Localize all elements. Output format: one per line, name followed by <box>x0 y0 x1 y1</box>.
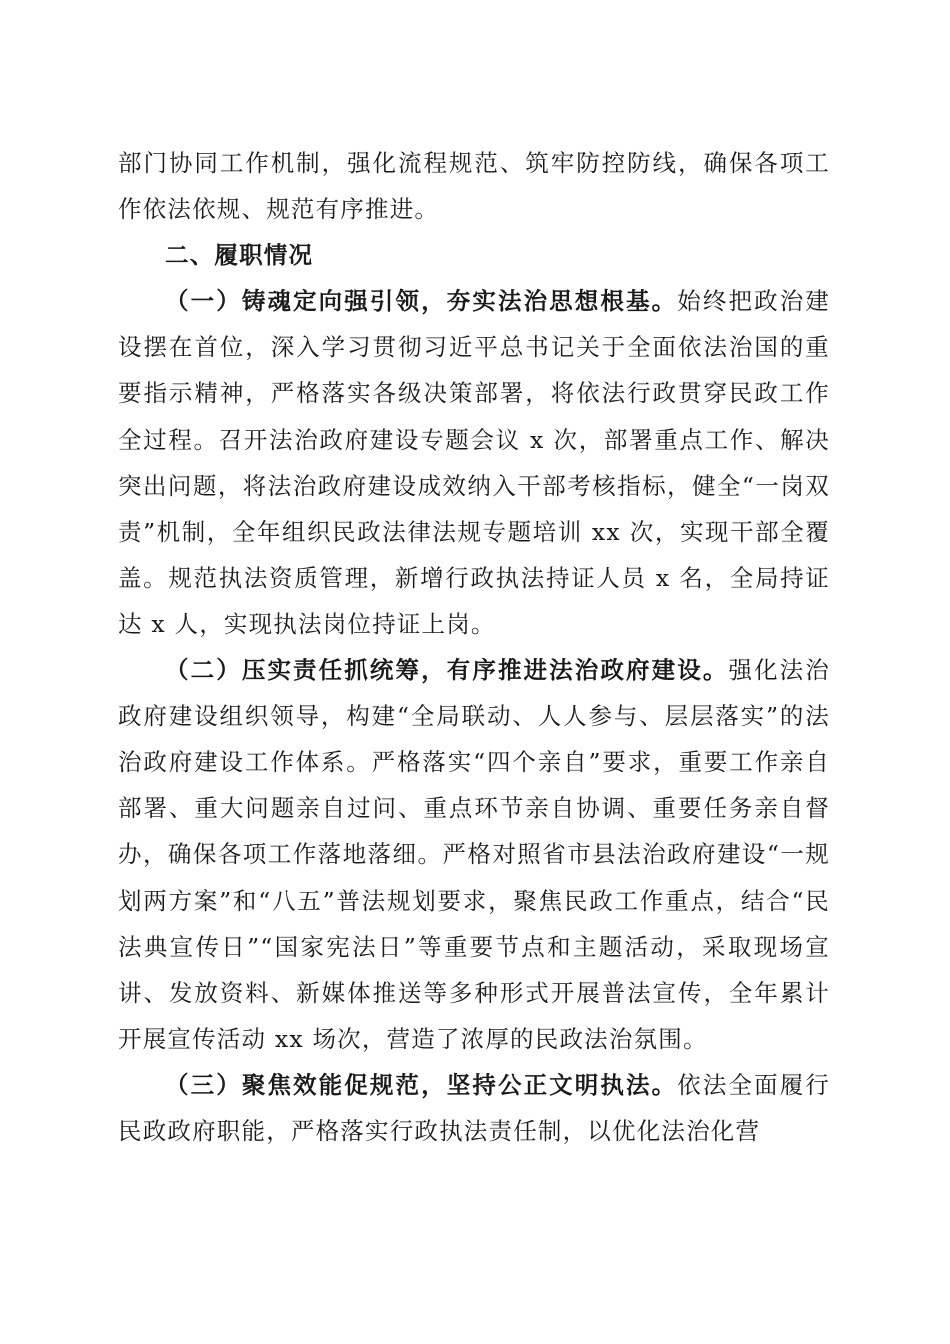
section-lead-1: （一）铸魂定向强引领，夯实法治思想根基。 <box>165 287 678 316</box>
section-lead-2: （二）压实责任抓统筹，有序推进法治政府建设。 <box>165 656 729 685</box>
section-paragraph-2 <box>118 647 830 1062</box>
document-body <box>118 140 830 1154</box>
section-body-1: 始终把政治建设摆在首位，深入学习贯彻习近平总书记关于全面依法治国的重要指示精神，严格落实各级决策部署，将依法行政贯穿民政工作全过程。召开法治政府建设专题会议 x 次，部署重点工作、解决突出问题，将法治政府建设成效纳入干部考核指标，健全“一岗双责”机制，全年组织民政法律法规专题培训 xx 次，实现干部全覆盖。规范执法资质管理，新增行政执法持证人员 x 名，全局持证达 x 人，实现执法岗位持证上岗。 <box>118 287 831 638</box>
section-paragraph-1 <box>118 278 830 647</box>
section-paragraph-3 <box>118 1062 830 1154</box>
intro-paragraph: 部门协同工作机制，强化流程规范、筑牢防控防线，确保各项工作依法依规、规范有序推进。 <box>118 149 830 224</box>
section-body-2: 强化法治政府建设组织领导，构建“全局联动、人人参与、层层落实”的法治政府建设工作体系。严格落实“四个亲自”要求，重要工作亲自部署、重大问题亲自过问、重点环节亲自协调、重要任务亲自督办，确保各项工作落地落细。严格对照省市县法治政府建设“一规划两方案”和“八五”普法规划要求，聚焦民政工作重点，结合“民法典宣传日”“国家宪法日”等重要节点和主题活动，采取现场宣讲、发放资料、新媒体推送等多种形式开展普法宣传，全年累计开展宣传活动 xx 场次，营造了浓厚的民政法治氛围。 <box>118 656 830 1053</box>
section-heading: 二、履职情况 <box>165 241 314 270</box>
section-body-3: 依法全面履行民政政府职能，严格落实行政执法责任制，以优化法治化营 <box>118 1070 831 1145</box>
section-lead-3: （三）聚焦效能促规范，坚持公正文明执法。 <box>165 1070 678 1099</box>
